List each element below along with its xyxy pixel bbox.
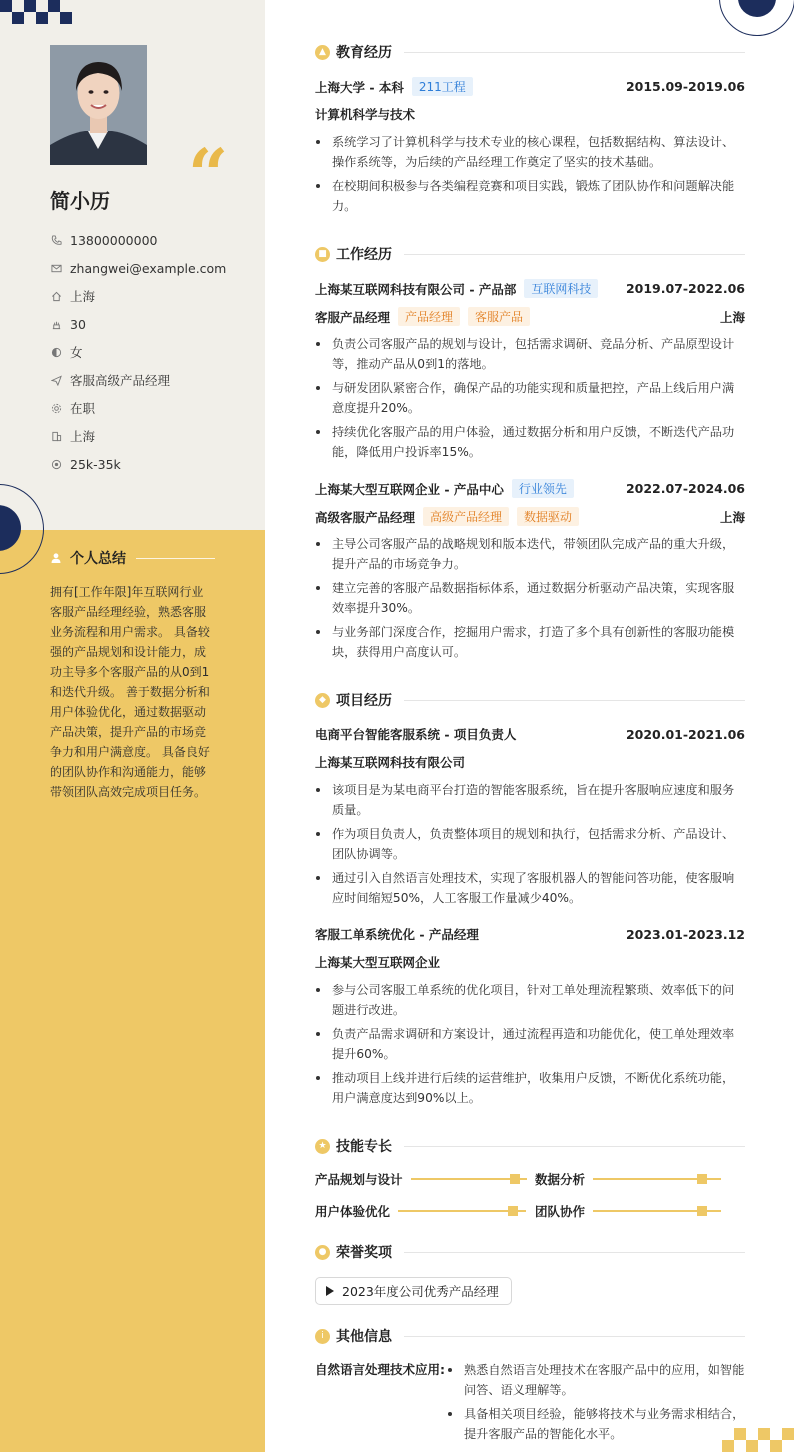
quote-mark-icon: “	[188, 133, 229, 216]
education-school: 上海大学 - 本科	[315, 79, 404, 95]
project-bullets	[315, 980, 745, 1112]
coin-icon	[50, 458, 62, 470]
other-divider	[404, 1336, 745, 1337]
job-period: 2019.07-2022.06	[625, 281, 745, 296]
list-item: 与研发团队紧密合作，确保产品的功能实现和质量把控，产品上线后用户满意度提升20%。	[315, 378, 745, 418]
salary-row	[50, 450, 226, 478]
job-city: 上海	[719, 509, 745, 525]
status-row	[50, 394, 226, 422]
job-company-tag: 互联网科技	[524, 279, 598, 298]
list-item: 该项目是为某电商平台打造的智能客服系统，旨在提升客服响应速度和服务质量。	[315, 780, 745, 820]
phone-text: 13800000000	[70, 232, 158, 248]
gender-text: 女	[70, 345, 83, 360]
job-company-row	[315, 479, 745, 498]
graduation-cap-icon: ▲	[315, 45, 330, 60]
play-icon	[326, 1286, 334, 1296]
age-text: 30	[70, 316, 86, 332]
project-org-row	[315, 953, 745, 971]
job-role: 客服产品经理	[315, 309, 391, 325]
skill-item	[535, 1202, 721, 1220]
projects-header	[315, 690, 745, 710]
awards-header	[315, 1242, 745, 1262]
award-text: 2023年度公司优秀产品经理	[342, 1284, 499, 1299]
projects-divider	[404, 700, 745, 701]
location-row	[50, 282, 226, 310]
education-major-row	[315, 105, 745, 123]
project-name-row	[315, 925, 745, 943]
list-item: 熟悉自然语言处理技术在客服产品中的应用，如智能问答、语义理解等。	[447, 1360, 745, 1400]
job-role-row	[315, 307, 745, 326]
work-title: 工作经历	[336, 247, 392, 263]
skill-level-marker	[697, 1206, 707, 1216]
home-icon	[50, 290, 62, 302]
skill-item	[315, 1170, 527, 1188]
job-company-row	[315, 279, 745, 298]
job-period: 2022.07-2024.06	[625, 481, 745, 496]
briefcase-icon: ■	[315, 247, 330, 262]
contact-info-list	[50, 226, 226, 478]
job-bullets	[315, 334, 745, 466]
project-name: 客服工单系统优化 - 产品经理	[315, 927, 479, 942]
avatar	[50, 45, 147, 165]
list-item: 作为项目负责人，负责整体项目的规划和执行，包括需求分析、产品设计、团队协调等。	[315, 824, 745, 864]
thumbs-up-icon: ★	[315, 1139, 330, 1154]
list-item: 建立完善的客服产品数据指标体系，通过数据分析驱动产品决策，实现客服效率提升30%。	[315, 578, 745, 618]
project-name-row	[315, 725, 745, 743]
skill-name: 团队协作	[535, 1204, 586, 1219]
summary-divider	[136, 558, 215, 559]
project-org: 上海某互联网科技有限公司	[315, 755, 466, 770]
skill-name: 数据分析	[535, 1172, 586, 1187]
awards-title: 荣誉奖项	[336, 1245, 392, 1261]
building-icon	[50, 430, 62, 442]
project-period: 2023.01-2023.12	[625, 926, 745, 942]
education-divider	[404, 52, 745, 53]
skill-item	[535, 1170, 721, 1188]
skills-divider	[404, 1146, 745, 1147]
education-bullets	[315, 132, 745, 220]
age-row	[50, 310, 226, 338]
other-label: 自然语言处理技术应用:	[315, 1362, 445, 1377]
job-bullets	[315, 534, 745, 666]
info-icon: i	[315, 1329, 330, 1344]
position-text: 客服高级产品经理	[70, 373, 171, 388]
project-bullets	[315, 780, 745, 912]
age-icon	[50, 318, 62, 330]
list-item: 通过引入自然语言处理技术，实现了客服机器人的智能问答功能，使客服响应时间缩短50%，人工客服工作量减少40%。	[315, 868, 745, 908]
mail-icon	[50, 262, 62, 274]
grid-icon: ◆	[315, 693, 330, 708]
other-bullets	[447, 1360, 745, 1448]
phone-row	[50, 226, 226, 254]
email-text: zhangwei@example.com	[70, 260, 227, 276]
list-item: 主导公司客服产品的战略规划和版本迭代，带领团队完成产品的重大升级，提升产品的市场竞争力。	[315, 534, 745, 574]
list-item: 推动项目上线并进行后续的运营维护，收集用户反馈，不断优化系统功能，用户满意度达到90%以上。	[315, 1068, 745, 1108]
salary-text: 25k-35k	[70, 456, 121, 472]
skill-level-bar	[398, 1210, 526, 1212]
status-text: 在职	[70, 401, 96, 416]
email-row	[50, 254, 226, 282]
project-name: 电商平台智能客服系统 - 项目负责人	[315, 727, 517, 742]
list-item: 持续优化客服产品的用户体验，通过数据分析和用户反馈，不断迭代产品功能，降低用户投诉率15%。	[315, 422, 745, 462]
skill-level-bar	[593, 1178, 721, 1180]
circle-decoration-top-right	[719, 0, 794, 36]
other-header	[315, 1326, 745, 1346]
list-item: 与业务部门深度合作，挖掘用户需求，打造了多个具有创新性的客服功能模块，获得用户高度认可。	[315, 622, 745, 662]
award-badge	[315, 1277, 512, 1305]
education-major: 计算机科学与技术	[315, 107, 416, 122]
position-row	[50, 366, 226, 394]
project-period: 2020.01-2021.06	[625, 726, 745, 742]
medal-icon: ●	[315, 1245, 330, 1260]
job-city: 上海	[719, 309, 745, 325]
projects-title: 项目经历	[336, 693, 392, 709]
skill-level-bar	[593, 1210, 721, 1212]
list-item: 系统学习了计算机科学与技术专业的核心课程，包括数据结构、算法设计、操作系统等，为后续的产品经理工作奠定了坚实的技术基础。	[315, 132, 745, 172]
skill-level-bar	[411, 1178, 527, 1180]
job-role-tag: 高级产品经理	[423, 507, 509, 526]
skill-item	[315, 1202, 526, 1220]
other-title: 其他信息	[336, 1329, 392, 1345]
work-divider	[404, 254, 745, 255]
skills-header	[315, 1136, 745, 1156]
job-company-tag: 行业领先	[512, 479, 574, 498]
skill-level-marker	[510, 1174, 520, 1184]
job-company: 上海某互联网科技有限公司 - 产品部	[315, 281, 517, 297]
gender-icon	[50, 346, 62, 358]
education-title: 教育经历	[336, 45, 392, 61]
skill-level-marker	[697, 1174, 707, 1184]
job-role-row	[315, 507, 745, 526]
summary-header	[50, 548, 215, 568]
skill-name: 产品规划与设计	[315, 1172, 403, 1187]
location-text: 上海	[70, 289, 96, 304]
job-role: 高级客服产品经理	[315, 509, 416, 525]
checker-decoration-bottom	[722, 1428, 794, 1452]
project-org: 上海某大型互联网企业	[315, 955, 441, 970]
city-row	[50, 422, 226, 450]
list-item: 参与公司客服工单系统的优化项目，针对工单处理流程繁琐、效率低下的问题进行改进。	[315, 980, 745, 1020]
list-item: 负责产品需求调研和方案设计，通过流程再造和功能优化，使工单处理效率提升60%。	[315, 1024, 745, 1064]
checker-decoration-top	[0, 0, 72, 24]
candidate-name: 简小历	[50, 189, 110, 213]
gender-row	[50, 338, 226, 366]
skills-title: 技能专长	[336, 1139, 392, 1155]
summary-title: 个人总结	[70, 551, 126, 567]
summary-text: 拥有[工作年限]年互联网行业客服产品经理经验，熟悉客服业务流程和用户需求。 具备较强的产品规划和设计能力，成功主导多个客服产品的从0到1和迭代升级。 善于数据分析和用户体验优化，通过数据驱动产品决策，提升产品的市场竞争力和用户满意度。 具备良好的团队协作和沟通能力，能够带领团队高效完成项目任务。	[50, 585, 210, 799]
city-text: 上海	[70, 429, 96, 444]
education-header	[315, 42, 745, 62]
list-item: 负责公司客服产品的规划与设计，包括需求调研、竞品分析、产品原型设计等，推动产品从0到1的落地。	[315, 334, 745, 374]
skill-name: 用户体验优化	[315, 1204, 391, 1219]
education-period: 2015.09-2019.06	[625, 79, 745, 94]
phone-icon	[50, 234, 62, 246]
send-icon	[50, 374, 62, 386]
gear-icon	[50, 402, 62, 414]
job-role-tag: 产品经理	[398, 307, 460, 326]
job-role-tag: 数据驱动	[517, 507, 579, 526]
user-icon	[50, 552, 62, 564]
project-org-row	[315, 753, 745, 771]
job-role-tag: 客服产品	[468, 307, 530, 326]
education-school-row	[315, 77, 745, 96]
skill-level-marker	[508, 1206, 518, 1216]
education-tag: 211工程	[412, 77, 473, 96]
awards-divider	[404, 1252, 745, 1253]
list-item: 具备相关项目经验，能够将技术与业务需求相结合，提升客服产品的智能化水平。	[447, 1404, 745, 1444]
job-company: 上海某大型互联网企业 - 产品中心	[315, 481, 504, 497]
list-item: 在校期间积极参与各类编程竞赛和项目实践，锻炼了团队协作和问题解决能力。	[315, 176, 745, 216]
work-header	[315, 244, 745, 264]
